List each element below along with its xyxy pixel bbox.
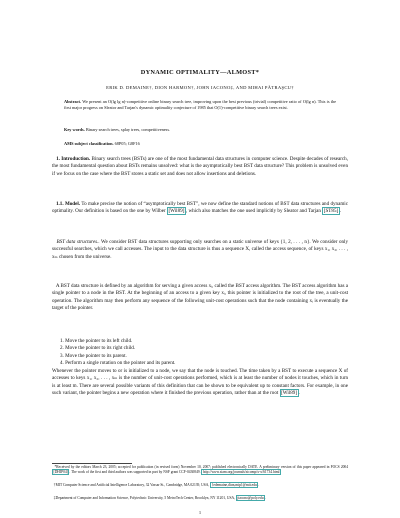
- citation-link[interactable]: [ST85]: [323, 208, 339, 215]
- footnote-rule: [52, 463, 132, 464]
- paragraph: Binary search trees (BSTs) are one of the most fundamental data structures in computer science. Despite decades of research, the most fundamental question about BSTs remains unsolved: what is the asymptotically best BST data structure? This problem is unsolved even if we focus on the case where the BST stores a static set and does not allow insertions and deletions.: [52, 156, 348, 177]
- footnote-text: . The work of the first and third authors was supported in part by NSF grant CCF-0430849.: [69, 470, 201, 474]
- subsection-heading: 1.1. Model.: [55, 201, 81, 207]
- paragraph: We consider BST data structures supporting only searches on a static universe of keys {1, 2, . . . , n}. We consider only successful searches, which we call accesses. The input to the data structure is thus a sequence X, called the access sequence, of keys x₁, x₂, . . . , xₘ chosen from the universe.: [52, 239, 349, 260]
- footnote-mit: [52, 483, 348, 488]
- paragraph: .: [339, 208, 341, 215]
- section-heading: 1. Introduction.: [56, 156, 91, 162]
- email-link[interactable]: jiacono@poly.edu: [237, 496, 264, 500]
- paper-title: DYNAMIC OPTIMALITY—ALMOST*: [140, 69, 260, 76]
- citation-link[interactable]: [DHIP04]: [53, 470, 68, 474]
- ams-label: AMS subject classification.: [64, 141, 114, 146]
- abstract-text: We present an O(lg lg n)-competitive online binary search tree, improving upon the best previous (trivial) competitive ratio of O(lg n). This is the first major progress on Sleator and Tarjan's dynamic optimality conjecture of 1985 that O(1)-competitive binary search trees exist.: [64, 99, 337, 111]
- citation-link[interactable]: [Wil89]: [281, 390, 298, 397]
- keywords-text: Binary search trees, splay trees, competitiveness.: [85, 127, 171, 132]
- paragraph-definition: [52, 283, 348, 313]
- paragraph: .: [298, 390, 300, 397]
- paragraph-touched: [52, 368, 348, 398]
- paragraph: To make precise the notion of “asymptotically best BST”, we now define the standard notions of BST data structures and dynamic optimality. Our definition is based on the one by Wilber: [52, 201, 348, 215]
- email-link[interactable]: {edemaine,dion,mip}@mit.edu: [211, 483, 257, 487]
- page-number: 1: [198, 510, 202, 515]
- footnote-text: †MIT Computer Science and Artificial Intelligence Laboratory, 32 Vassar St., Cambridge, MA 02139, USA,: [53, 483, 210, 487]
- paragraph: A BST data structure is defined by an algorithm for serving a given access xᵢ, called the BST access algorithm. The BST access algorithm has a single pointer to a node in the BST. At the beginning of an access to a given key xᵢ, this pointer is initialized to the root of the tree, a unit-cost operation. The algorithm may then perform any sequence of the following unit-cost operations such that the node containing xᵢ is eventually the target of the pointer.: [52, 283, 348, 312]
- paragraph: Whenever the pointer moves to or is initialized to a node, we say that the node is touched. The time taken by a BST to execute a sequence X of accesses to keys x₁, x₂, . . . , xₘ is the number of unit-cost operations performed, which is at least the number of nodes it touches, which in turn is at least m. There are several possible variants of this definition that can be shown to be equivalent up to constant factors. For example, in one such variant, the pointer begins a new operation where it finished the previous operation, rather than at the root: [52, 368, 348, 397]
- footnote-text: .: [265, 496, 266, 500]
- ams-text: 68P05; G8F16: [114, 141, 140, 146]
- abstract-label: Abstract.: [64, 99, 82, 104]
- citation-link[interactable]: [Wil89]: [168, 208, 185, 215]
- list-item: 4. Perform a single rotation on the pointer and its parent.: [60, 360, 176, 367]
- paragraph-heading: BST data structures..: [56, 239, 100, 245]
- paragraph: , which also matches the one used implicitly by Sleator and Tarjan: [185, 208, 321, 215]
- list-item: 1. Move the pointer to its left child.: [60, 338, 133, 344]
- author-list: ERIK D. DEMAINE†, DION HARMON†, JOHN IACONO‡, AND MIHAI PĂTRAŞCU†: [106, 85, 294, 90]
- keywords: [64, 127, 336, 132]
- subsection-model: [52, 201, 348, 216]
- section-introduction: [52, 156, 348, 178]
- list-item: 3. Move the pointer to its parent.: [60, 352, 127, 359]
- journal-url-link[interactable]: http://www.siam.org/journals/sicomp/x-x/61734.html: [202, 470, 280, 474]
- list-item: 2. Move the pointer to its right child.: [60, 345, 136, 352]
- paragraph-bst-structures: [52, 239, 348, 261]
- operations-list: [60, 338, 340, 368]
- footnote-text: .: [258, 483, 260, 487]
- ams-classification: [64, 141, 336, 146]
- keywords-label: Key words.: [64, 127, 85, 132]
- footnote-received: [52, 465, 348, 475]
- footnote-text: *Received by the editors March 23, 2005; accepted for publication (in revised form) November 10, 2007; published electronically DATE. A preliminary version of this paper appeared in FOCS 2004: [54, 465, 349, 469]
- abstract: [64, 99, 336, 111]
- footnote-poly: [52, 496, 348, 501]
- footnote-text: ‡Department of Computer and Information Science, Polytechnic University, 5 MetroTech Center, Brooklyn, NY 11201, USA,: [53, 496, 235, 500]
